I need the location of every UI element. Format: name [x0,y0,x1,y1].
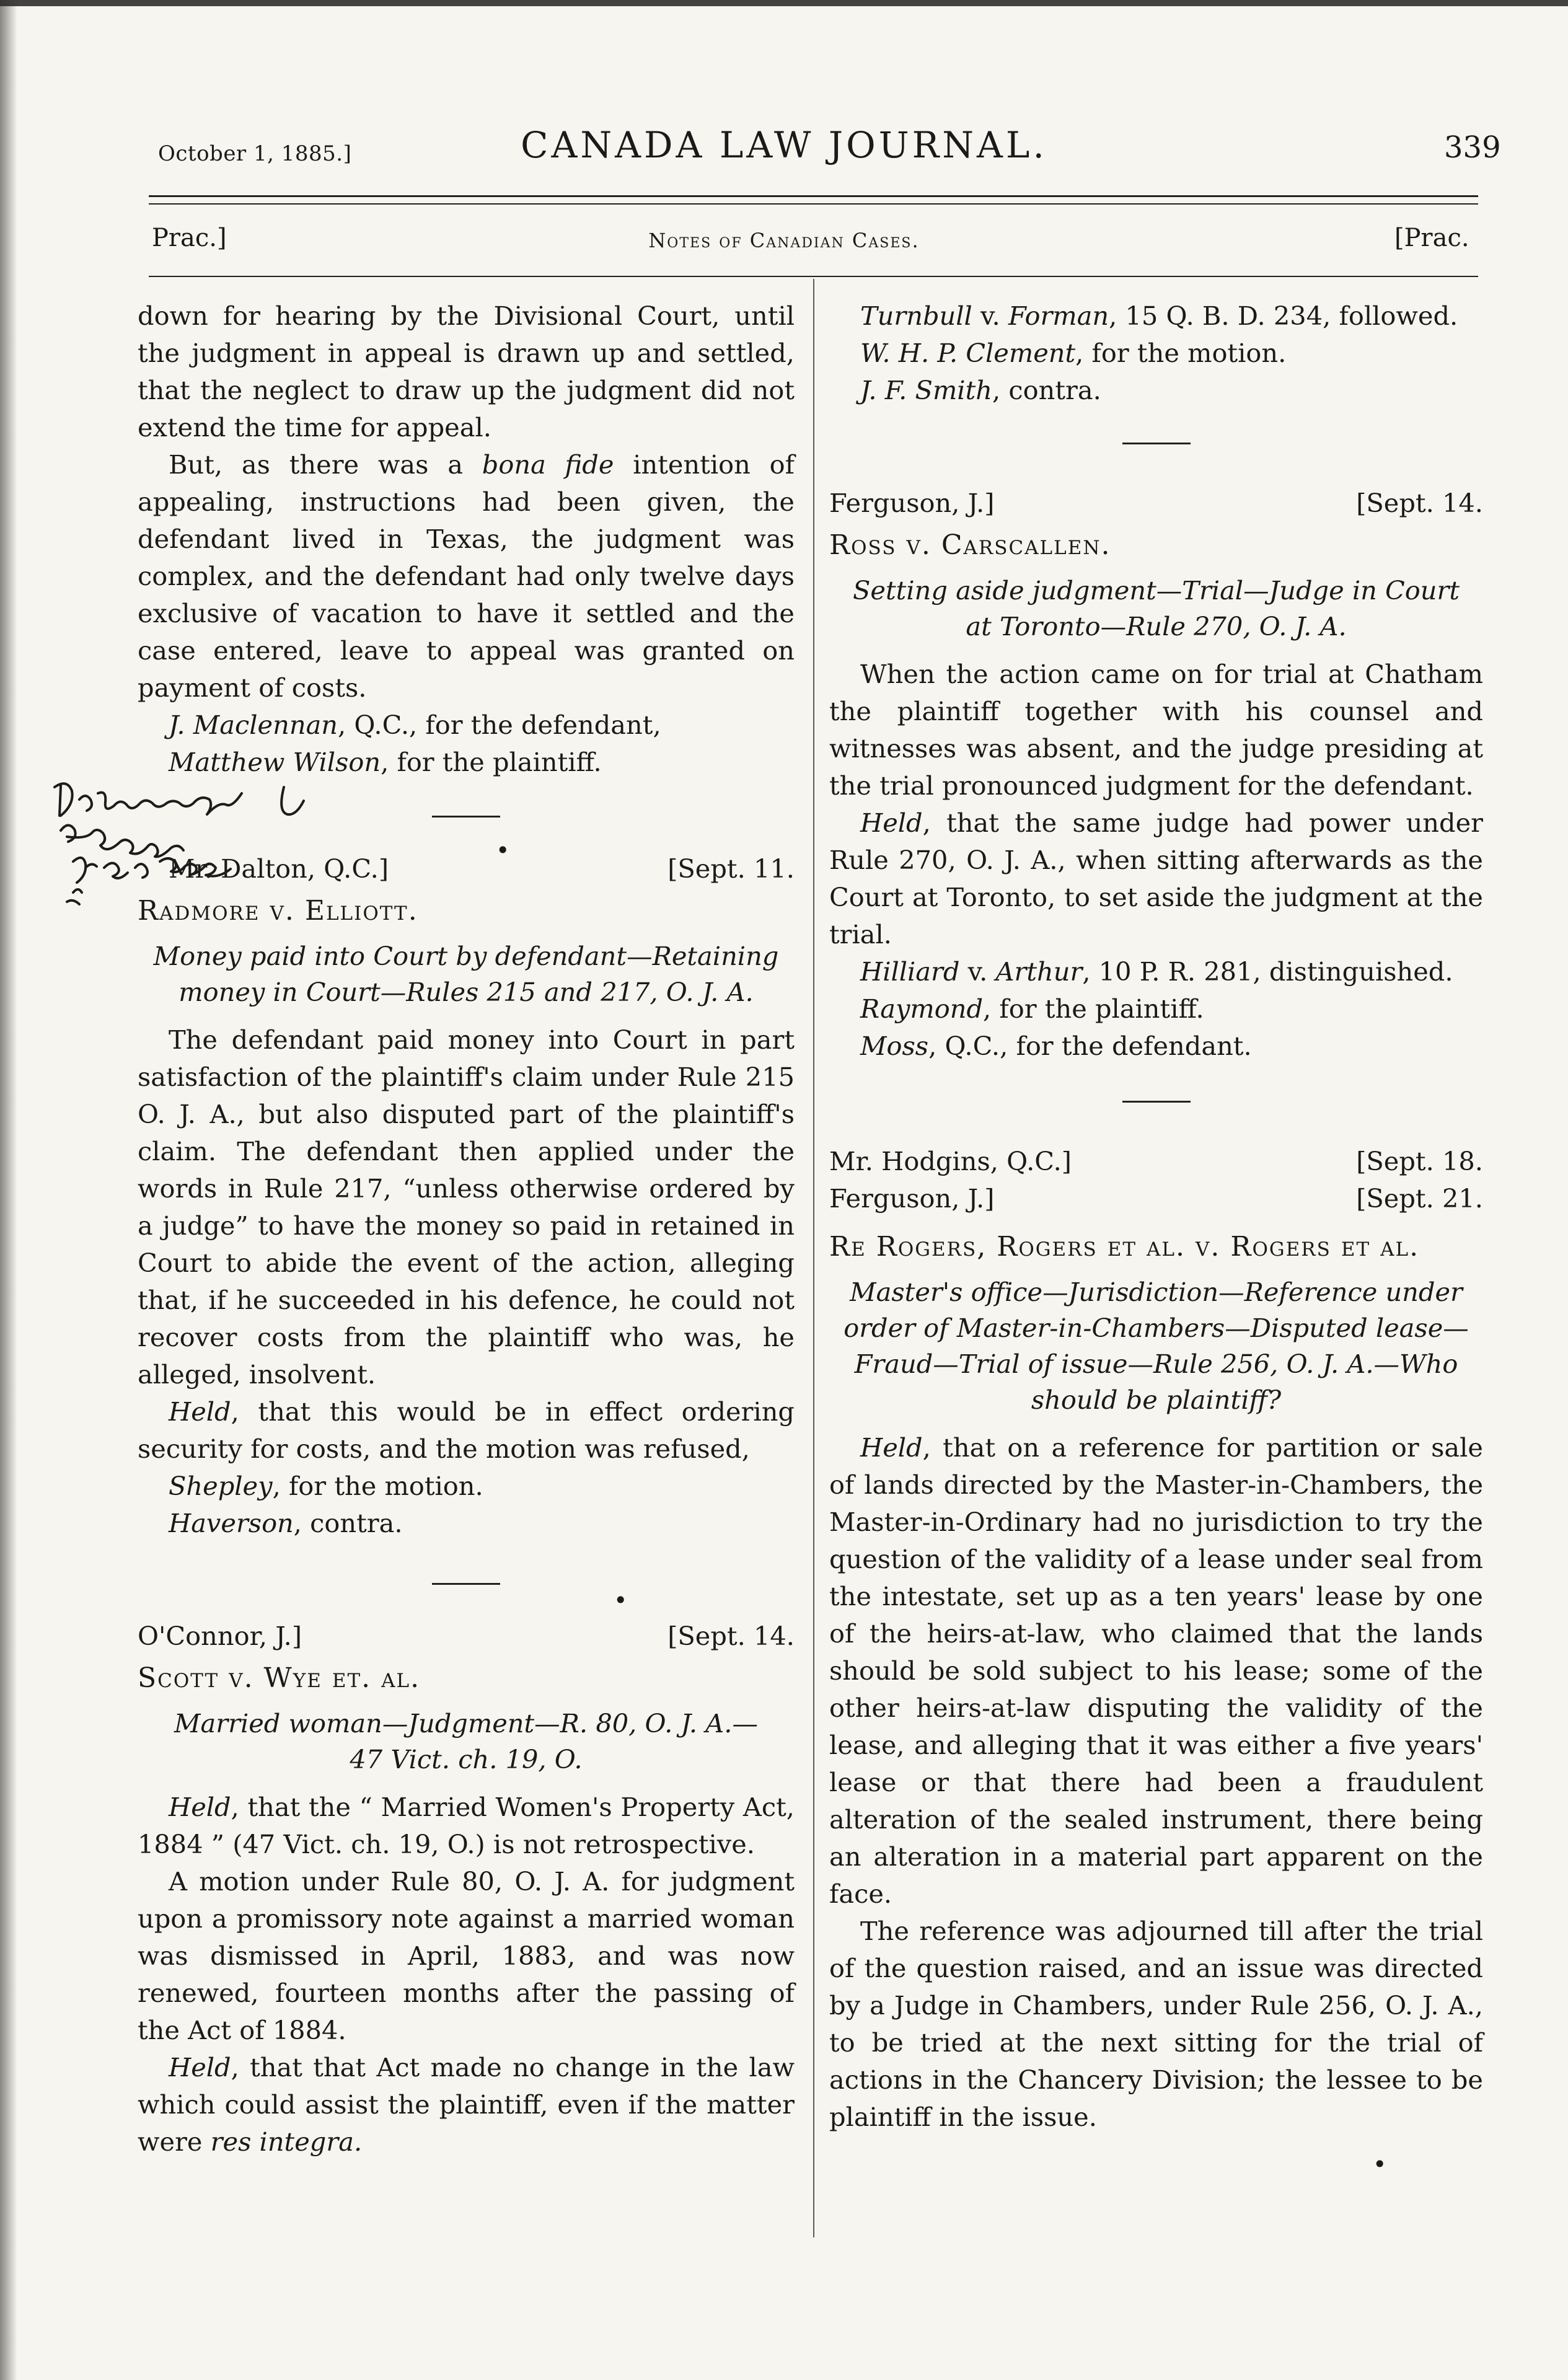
ink-dot: • [496,837,510,864]
judge-date-line [829,1180,1483,1217]
counsel-line: J. Maclennan, Q.C., for the defendant, [169,710,661,740]
judge-name: O'Connor, J.] [138,1621,302,1651]
paragraph: down for hearing by the Divisional Court, until the judgment in appeal is drawn up and settled, that the neglect to draw up the judgment did not extend the time for appeal. [138,301,795,443]
ink-dot: • [1373,2151,1387,2178]
scan-left-edge [0,0,17,2380]
held-paragraph: Held, that the same judge had power under Rule 270, O. J. A., when sitting afterwards as the Court at Toronto, to set aside the judgment at the trial. [829,808,1483,950]
running-header [0,124,1568,180]
scan-top-edge [0,0,1568,6]
section-right-label: [Prac. [1394,224,1469,252]
case-title: Scott v. Wye et. al. [138,1662,421,1694]
case-date: [Sept. 14. [667,1621,795,1651]
paragraph: A motion under Rule 80, O. J. A. for judgment upon a promissory note against a married woman was dismissed in April, 1883, and was now renewed, fourteen months after the passing of the Act of 1884. [138,1866,795,2045]
case-title: Re Rogers, Rogers et al. v. Rogers et al. [829,1231,1420,1263]
header-rule-bottom [149,203,1478,205]
case-separator [829,423,1483,460]
held-paragraph: Held, that that Act made no change in the law which could assist the plaintiff, even if the matter were res integra. [138,2052,795,2157]
judge-name: Ferguson, J.] [829,488,995,518]
judge-date-line [829,485,1483,522]
case-headnote: Master's office—Jurisdiction—Reference under order of Master-in-Chambers—Disputed lease—Fraud—Trial of issue—Rule 256, O. J. A.—Who should be plaintiff? [843,1277,1469,1415]
section-rule [149,276,1478,277]
case-date: [Sept. 14. [1356,488,1483,518]
held-paragraph: Held, that the “ Married Women's Property Act, 1884 ” (47 Vict. ch. 19, O.) is not retrospective. [138,1792,795,1859]
header-rule-top [149,195,1478,197]
journal-title: CANADA LAW JOURNAL. [521,124,1047,166]
right-column [829,298,1483,2136]
case-date: [Sept. 21. [1356,1183,1483,1214]
handwritten-annotation [48,775,420,911]
paragraph: The defendant paid money into Court in part satisfaction of the plaintiff's claim under Rule 215 O. J. A., but also disputed part of the plaintiff's claim. The defendant then applied under the words in Rule 217, “unless otherwise ordered by a judge” to have the money so paid in retained in Court to abide the event of the action, alleging that, if he succeeded in his defence, he could not recover costs from the plaintiff who was, he alleged, insolvent. [138,1025,795,1390]
case-title: Radmore v. Elliott. [138,895,418,927]
case-headnote: Setting aside judgment—Trial—Judge in Court at Toronto—Rule 270, O. J. A. [853,575,1460,641]
judge-name: Mr. Dalton, Q.C.] [169,853,389,884]
held-paragraph: Held, that this would be in effect ordering security for costs, and the motion was refused, [138,1396,795,1464]
counsel-line: Haverson, contra. [169,1508,403,1538]
paragraph: The reference was adjourned till after the trial of the question raised, and an issue was directed by a Judge in Chambers, under Rule 256, O. J. A., to be tried at the next sitting for the trial of actions in the Chancery Division; the lessee to be plaintiff in the issue. [829,1916,1483,2132]
counsel-line: Moss, Q.C., for the defendant. [860,1031,1252,1061]
paragraph: But, as there was a bona fide intention of appealing, instructions had been given, the defendant lived in Texas, the judgment was complex, and the defendant had only twelve days exclusive of vacation to have it settled and the case entered, leave to appeal was granted on payment of costs. [138,449,795,703]
counsel-line: W. H. P. Clement, for the motion. [860,338,1287,368]
case-headnote: Money paid into Court by defendant—Retaining money in Court—Rules 215 and 217, O. J. A. [153,941,779,1007]
case-title: Ross v. Carscallen. [829,529,1111,561]
judge-date-line [138,1618,795,1655]
paragraph: When the action came on for trial at Chatham the plaintiff together with his counsel and witnesses was absent, and the judge presiding at the trial pronounced judgment for the defendant. [829,659,1483,801]
case-headnote: Married woman—Judgment—R. 80, O. J. A.— 47 Vict. ch. 19, O. [174,1708,758,1774]
section-left-label: Prac.] [152,224,227,252]
judge-name: Ferguson, J.] [829,1183,995,1214]
column-divider [813,279,814,2237]
counsel-line: J. F. Smith, contra. [860,375,1101,405]
judge-date-line [829,1143,1483,1180]
case-separator [829,1081,1483,1118]
handwriting-drawing [48,775,420,911]
left-column [138,298,795,2161]
counsel-line: Raymond, for the plaintiff. [860,994,1204,1024]
ink-dot: • [614,1587,628,1614]
page-number: 339 [1444,130,1501,165]
case-date: [Sept. 18. [1356,1146,1483,1176]
judge-name: Mr. Hodgins, Q.C.] [829,1146,1072,1176]
held-paragraph: Held, that on a reference for partition or sale of lands directed by the Master-in-Chambers, the Master-in-Ordinary had no jurisdiction to try the question of the validity of a lease under seal from the intestate, set up as a ten years' lease by one of the heirs-at-law, who claimed that the lands should be sold subject to his lease; some of the other heirs-at-law disputing the validity of the lease, and alleging that it was either a five years' lease or that there had been a fraudulent alteration of the sealed instrument, there being an alteration in a material part apparent on the face. [829,1432,1483,1909]
citation-line: Turnbull v. Forman, 15 Q. B. D. 234, followed. [860,301,1458,331]
citation-line: Hilliard v. Arthur, 10 P. R. 281, distinguished. [860,956,1453,987]
case-date: [Sept. 11. [667,853,795,884]
section-title: Notes of Canadian Cases. [648,229,920,252]
counsel-line: Shepley, for the motion. [169,1471,483,1501]
case-separator [138,1563,795,1600]
counsel-line: Matthew Wilson, for the plaintiff. [169,747,602,777]
section-header [0,214,1568,257]
header-date: October 1, 1885.] [158,141,352,166]
